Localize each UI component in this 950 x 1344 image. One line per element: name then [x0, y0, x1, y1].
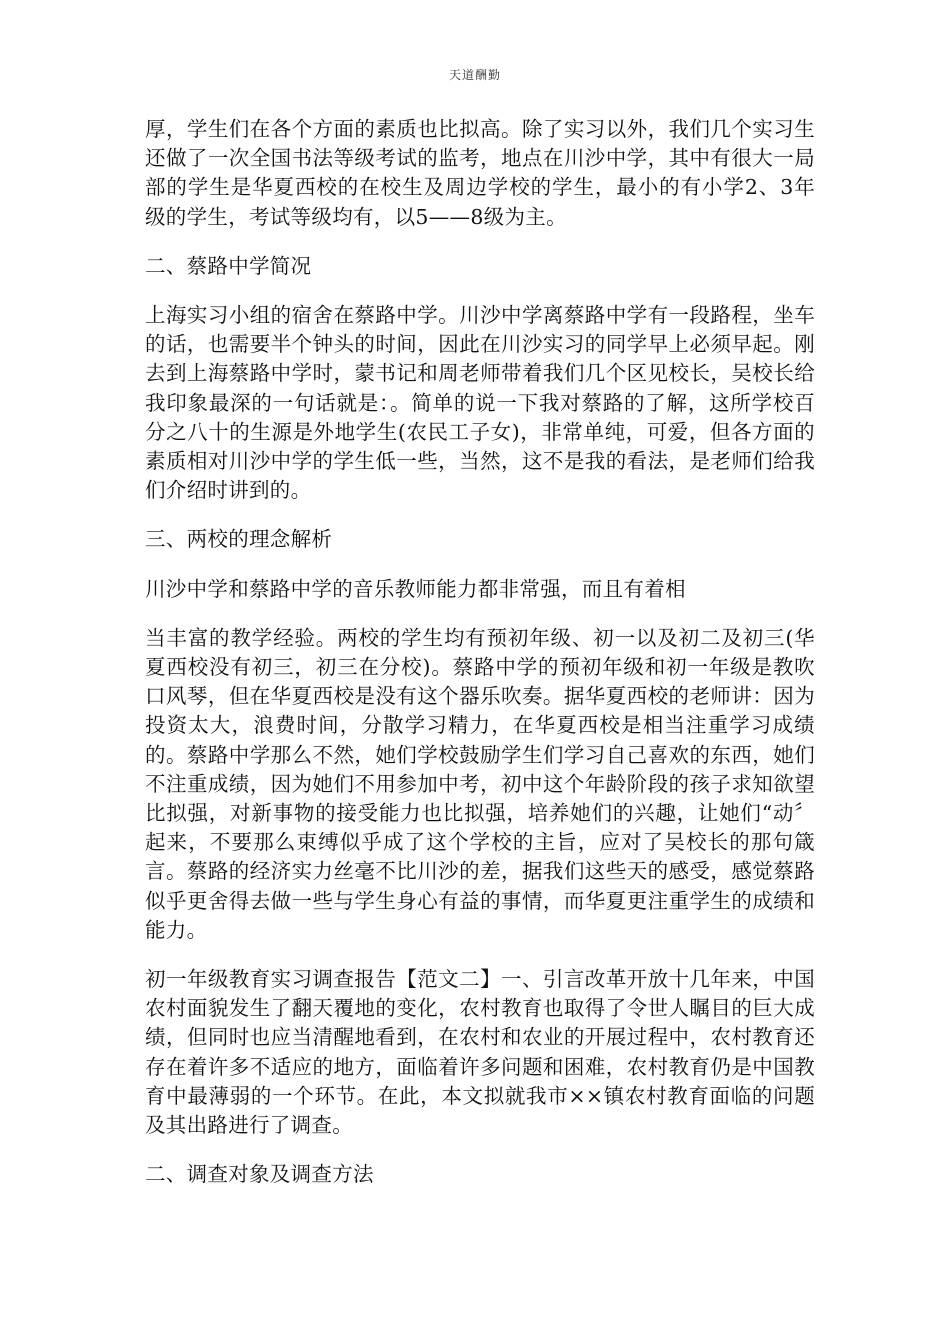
paragraph-continuation: 厚，学生们在各个方面的素质也比拟高。除了实习以外，我们几个实习生还做了一次全国书法等级考试的监考，地点在川沙中学，其中有很大一局部的学生是华夏西校的在校生及周边学校的学生，最小的有小学2、3年级的学生，考试等级均有，以5——8级为主。 — [145, 117, 815, 229]
paragraph-sample-two: 初一年级教育实习调查报告【范文二】一、引言改革开放十几年来，中国农村面貌发生了翻天覆地的变化，农村教育也取得了令世人瞩目的巨大成绩，但同时也应当清醒地看到，在农村和农业的开展过程中，农村教育还存在着许多不适应的地方，面临着许多问题和困难，农村教育仍是中国教育中最薄弱的一个环节。在此，本文拟就我市××镇农村教育面临的问题及其出路进行了调查。 — [145, 967, 815, 1138]
paragraph-music-teachers: 川沙中学和蔡路中学的音乐教师能力都非常强，而且有着相 — [145, 576, 686, 601]
section-heading-survey-method: 二、调查对象及调查方法 — [145, 1162, 374, 1187]
document-body — [145, 115, 815, 1210]
page-header: 天道酬勤 — [448, 68, 501, 82]
section-heading-concept-analysis: 三、两校的理念解析 — [145, 527, 333, 552]
paragraph-teaching-experience: 当丰富的教学经验。两校的学生均有预初年级、初一以及初二及初三(华夏西校没有初三，初三在分校)。蔡路中学的预初年级和初一年级是教吹口风琴，但在华夏西校是没有这个器乐吹奏。据华夏西校的老师讲：因为投资太大，浪费时间，分散学习精力，在华夏西校是相当注重学习成绩的。蔡路中学那么不然，她们学校鼓励学生们学习自己喜欢的东西，她们不注重成绩，因为她们不用参加中考，初中这个年龄阶段的孩子求知欲望比拟强，对新事物的接受能力也比拟强，培养她们的兴趣，让她们“动〞起来，不要那么束缚似乎成了这个学校的主旨，应对了吴校长的那句箴言。蔡路的经济实力丝毫不比川沙的差，据我们这些天的感受，感觉蔡路似乎更舍得去做一些与学生身心有益的事情，而华夏更注重学生的成绩和能力。 — [145, 625, 815, 942]
section-heading-cailu-overview: 二、蔡路中学简况 — [145, 253, 312, 278]
paragraph-cailu-overview: 上海实习小组的宿舍在蔡路中学。川沙中学离蔡路中学有一段路程，坐车的话，也需要半个钟头的时间，因此在川沙实习的同学早上必须早起。刚去到上海蔡路中学时，蒙书记和周老师带着我们几个区见校长，吴校长给我印象最深的一句话就是：。简单的说一下我对蔡路的了解，这所学校百分之八十的生源是外地学生(农民工子女)，非常单纯，可爱，但各方面的素质相对川沙中学的学生低一些，当然，这不是我的看法，是老师们给我们介绍时讲到的。 — [145, 303, 815, 503]
